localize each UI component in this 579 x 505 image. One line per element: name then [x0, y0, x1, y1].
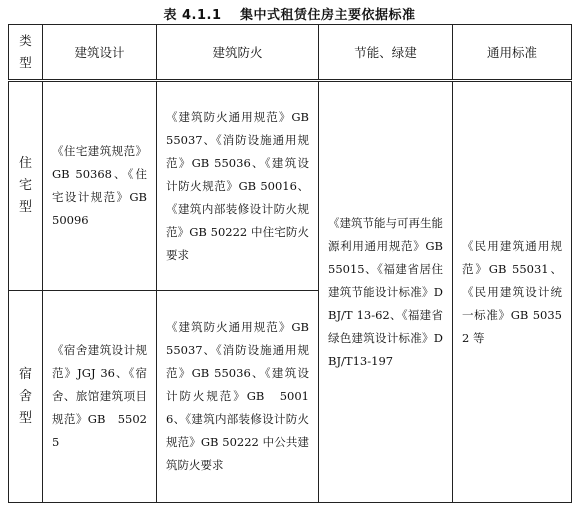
fire-cell-residential: 《建筑防火通用规范》GB 55037、《消防设施通用规范》GB 55036、《建筑设计防火规范》GB 50016、《建筑内部装修设计防火规范》GB 50222 中住宅防火要求	[157, 81, 319, 291]
header-fire: 建筑防火	[157, 25, 319, 81]
table-row	[9, 81, 572, 291]
design-cell-residential: 《住宅建筑规范》GB 50368、《住宅设计规范》GB 50096	[43, 81, 157, 291]
header-design: 建筑设计	[43, 25, 157, 81]
design-cell-dormitory: 《宿舍建筑设计规范》JGJ 36、《宿舍、旅馆建筑项目规范》GB 55025	[43, 291, 157, 503]
fire-cell-dormitory: 《建筑防火通用规范》GB 55037、《消防设施通用规范》GB 55036、《建筑设计防火规范》GB 50016、《建筑内部装修设计防火规范》GB 50222 中公共建筑防火要求	[157, 291, 319, 503]
header-row	[9, 25, 572, 81]
standards-table	[8, 24, 572, 503]
header-type: 类型	[9, 25, 43, 81]
general-cell: 《民用建筑通用规范》GB 55031、《民用建筑设计统一标准》GB 50352 等	[453, 81, 572, 503]
type-cell-residential: 住宅型	[9, 81, 43, 291]
table-caption: 表 4.1.1 集中式租赁住房主要依据标准	[163, 8, 416, 23]
energy-cell: 《建筑节能与可再生能源利用通用规范》GB 55015、《福建省居住建筑节能设计标准》DBJ/T 13-62、《福建省绿色建筑设计标准》DBJ/T13-197	[319, 81, 453, 503]
header-energy: 节能、绿建	[319, 25, 453, 81]
header-general: 通用标准	[453, 25, 572, 81]
type-cell-dormitory: 宿舍型	[9, 291, 43, 503]
